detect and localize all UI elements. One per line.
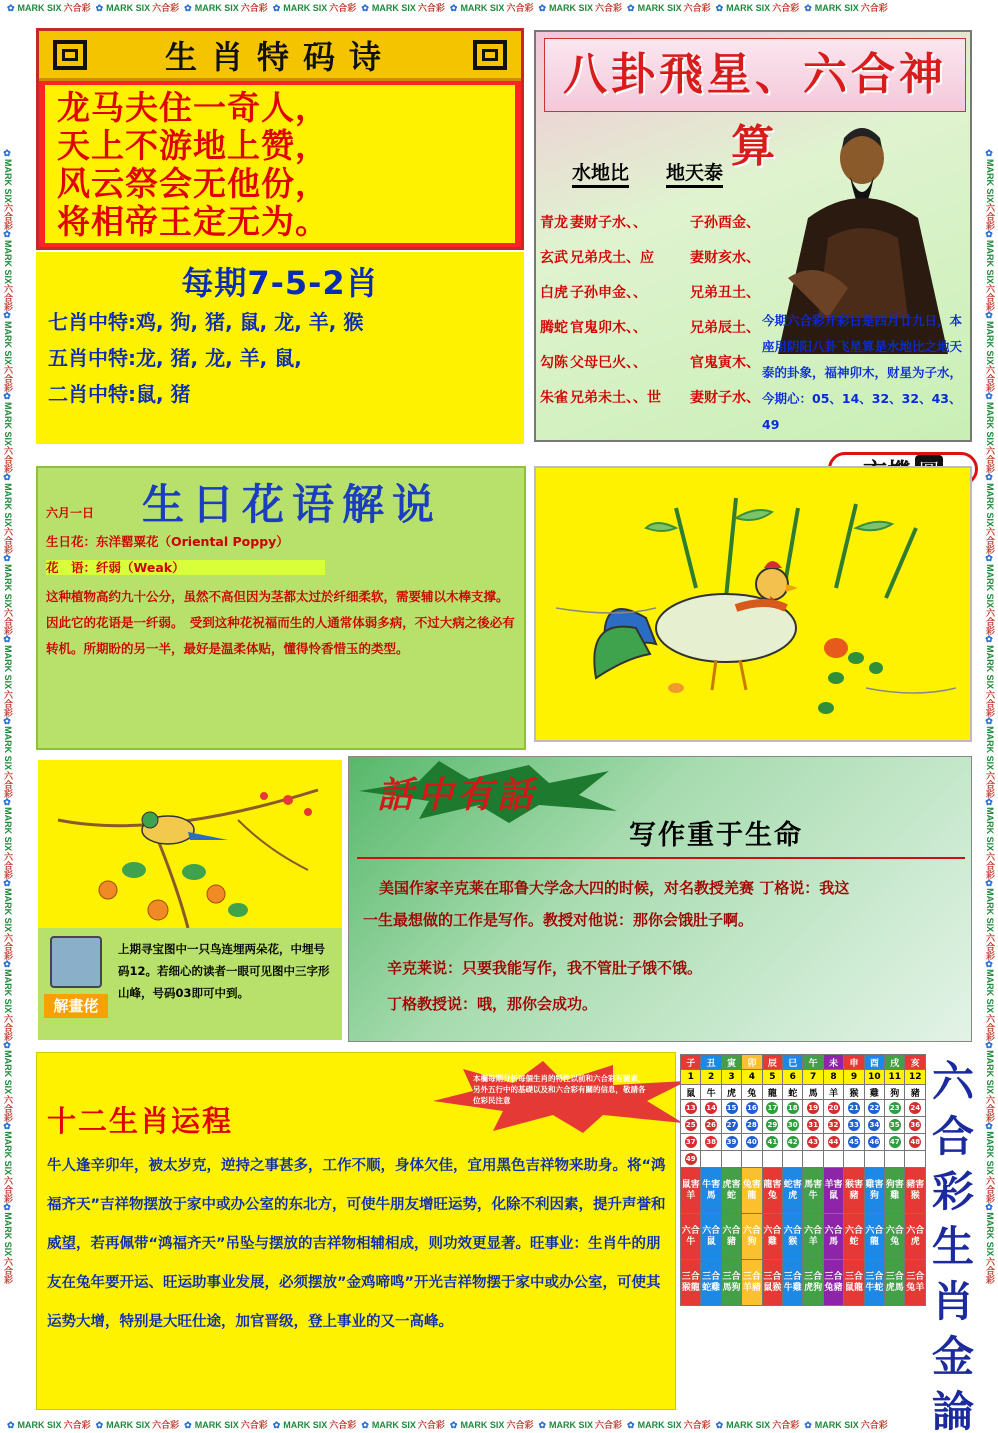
number-ball: 16 <box>747 1104 757 1112</box>
table-cell <box>803 1100 823 1117</box>
table-cell <box>823 1151 843 1168</box>
table-cell: 11 <box>885 1070 905 1085</box>
table-cell: 三合牛蛇 <box>864 1260 884 1306</box>
number-ball: 31 <box>808 1121 819 1129</box>
table-cell: 三合虎馬 <box>885 1260 905 1306</box>
table-cell: 未 <box>823 1055 843 1070</box>
number-ball: 37 <box>685 1138 696 1146</box>
period-heading: 每期7-5-2肖 <box>181 264 379 302</box>
divider <box>357 857 965 859</box>
table-cell <box>742 1117 762 1134</box>
flower-name: 生日花：东洋罂粟花（Oriental Poppy） <box>46 534 289 549</box>
bottom-border: ✿ MARK SIX 六合彩 ✿ MARK SIX 六合彩 ✿ MARK SIX 六合彩 ✿ MARK SIX 六合彩 ✿ MARK SIX 六合彩 ✿ MARK SIX 六合彩 ✿ MARK SIX 六合彩 ✿ MARK SIX 六合彩 ✿ MARK SIX 六合彩 ✿ MARK SIX 六合彩 <box>7 1420 888 1430</box>
table-cell <box>844 1117 864 1134</box>
table-cell <box>701 1100 721 1117</box>
table-cell: 六合馬 <box>823 1214 843 1260</box>
table-cell: 三合虎狗 <box>803 1260 823 1306</box>
table-cell: 寅 <box>721 1055 741 1070</box>
number-ball: 40 <box>747 1138 757 1146</box>
table-cell: 六合狗 <box>742 1214 762 1260</box>
table-cell: 蛇 <box>783 1085 803 1100</box>
table-cell: 六合猴 <box>783 1214 803 1260</box>
number-ball: 29 <box>767 1121 778 1129</box>
number-ball: 43 <box>808 1138 819 1146</box>
number-ball: 19 <box>808 1104 819 1112</box>
table-cell: 馬 <box>803 1085 823 1100</box>
poem-body <box>45 85 515 243</box>
bagua-row: 勾陈 父母巳火、、 官鬼寅木、 <box>540 354 760 371</box>
table-cell <box>905 1134 926 1151</box>
frame-icon <box>473 40 507 70</box>
number-ball: 41 <box>767 1138 778 1146</box>
table-cell: 六合蛇 <box>844 1214 864 1260</box>
pick-line: 七肖中特:鸡, 狗, 猪, 鼠, 龙, 羊, 猴 <box>48 310 364 334</box>
table-cell <box>701 1151 721 1168</box>
table-cell: 猴害豬 <box>844 1168 864 1214</box>
table-cell <box>783 1134 803 1151</box>
story-paragraph: 美国作家辛克莱在耶鲁大学念大四的时候，对名教授羌赛 丁格说：我这 <box>379 879 850 897</box>
table-cell: 7 <box>803 1070 823 1085</box>
table-cell <box>864 1117 884 1134</box>
table-cell <box>885 1117 905 1134</box>
poem-line: 将相帝王定无为。 <box>57 202 329 241</box>
table-cell: 辰 <box>762 1055 782 1070</box>
number-ball: 23 <box>889 1104 900 1112</box>
number-ball: 21 <box>849 1104 859 1112</box>
table-cell: 虎 <box>721 1085 741 1100</box>
table-cell <box>762 1151 782 1168</box>
number-ball: 39 <box>726 1138 737 1146</box>
table-cell <box>885 1151 905 1168</box>
number-ball: 13 <box>685 1104 696 1112</box>
table-cell: 6 <box>783 1070 803 1085</box>
number-ball: 32 <box>828 1121 839 1129</box>
number-ball: 36 <box>910 1121 921 1129</box>
table-cell <box>803 1117 823 1134</box>
table-cell: 龍 <box>762 1085 782 1100</box>
table-cell <box>783 1117 803 1134</box>
table-cell: 羊害鼠 <box>823 1168 843 1214</box>
number-ball: 33 <box>849 1121 859 1129</box>
zodiac-fortune-panel <box>36 1052 676 1410</box>
birthday-flower-panel <box>36 466 526 750</box>
number-ball: 34 <box>869 1121 880 1129</box>
table-cell: 六合牛 <box>681 1214 701 1260</box>
table-cell <box>721 1100 741 1117</box>
table-cell: 兔 <box>742 1085 762 1100</box>
title-char: 彩 <box>931 1167 974 1216</box>
table-cell <box>742 1151 762 1168</box>
number-ball: 44 <box>828 1138 839 1146</box>
bagua-row: 腾蛇 官鬼卯木、、 兄弟辰土、 <box>540 319 760 336</box>
table-cell: 鼠害羊 <box>681 1168 701 1214</box>
table-cell <box>762 1117 782 1134</box>
hint-text: 上期寻宝图中一只鸟连埋两朵花，中埋号码12。若细心的读者一眼可见图中三字形山峰，号码03即可中到。 <box>118 942 330 1000</box>
table-cell: 雞 <box>864 1085 884 1100</box>
bagua-row: 青龙 妻财子水、、 子孙酉金、 <box>540 214 760 231</box>
fortune-text: 牛人逢辛卯年，被太岁克，逆持之事甚多，工作不顺，身体欠佳，宜用黑色吉祥物来助身。将“鸿福齐天”吉祥物摆放于家中或办公室的东北方，可使牛朋友增旺运势，化除不利因素，提升声誉和威望，若再佩带“鸿福齐天”吊坠与摆放的吉祥物相辅相成，则功效更显著。旺事业：生肖牛的朋友在兔年要开运、旺运助事业发展，必须摆放”金鸡啼鸣”开光吉祥物摆于家中或办公室，可使其运势大增，特别是大旺仕途，加官晋级，登上事业的又一高峰。 <box>47 1158 666 1330</box>
table-cell <box>681 1151 701 1168</box>
poem-header <box>39 31 521 81</box>
table-cell <box>762 1134 782 1151</box>
table-cell <box>681 1117 701 1134</box>
table-cell <box>721 1134 741 1151</box>
number-ball: 18 <box>787 1104 798 1112</box>
poem-title: 生肖特码诗 <box>164 37 395 76</box>
table-cell <box>844 1151 864 1168</box>
period-picks-panel <box>36 252 524 444</box>
story-paragraph: 辛克莱说：只要我能写作，我不管肚子饿不饿。 <box>387 959 703 977</box>
number-ball: 28 <box>747 1121 757 1129</box>
table-cell <box>864 1134 884 1151</box>
number-ball: 30 <box>787 1121 798 1129</box>
number-ball: 27 <box>726 1121 737 1129</box>
table-cell: 三合兔豬 <box>823 1260 843 1306</box>
table-cell: 龍害兔 <box>762 1168 782 1214</box>
number-ball: 46 <box>869 1138 880 1146</box>
table-cell: 六合豬 <box>721 1214 741 1260</box>
flower-meaning: 花 语：纤弱（Weak） <box>46 558 325 576</box>
table-cell: 卯 <box>742 1055 762 1070</box>
bagua-rows <box>540 204 780 414</box>
number-ball: 20 <box>828 1104 839 1112</box>
title-char: 金 <box>931 1332 974 1381</box>
zodiac-number-table <box>680 1054 926 1410</box>
number-ball: 47 <box>889 1138 900 1146</box>
table-cell <box>885 1134 905 1151</box>
number-ball: 38 <box>706 1138 716 1146</box>
table-cell: 三合牛雞 <box>783 1260 803 1306</box>
frame-icon <box>53 40 87 70</box>
table-cell: 牛害馬 <box>701 1168 721 1214</box>
table-cell: 三合鼠猴 <box>762 1260 782 1306</box>
number-ball: 42 <box>787 1138 798 1146</box>
number-ball: 15 <box>726 1104 737 1112</box>
flower-paragraph: 这种植物高约九十公分，虽然不高但因为茎都太过於纤细柔软，需要辅以木棒支撑。因此它的花语是一纤弱。 受到这种花祝福而生的人通常体弱多病，不过大病之後必有转机。所期盼的另一半，最好是温柔体贴，懂得怜香惜玉的类型。 <box>46 589 515 656</box>
table-cell: 羊 <box>823 1085 843 1100</box>
flower-title: 生日花语解说 <box>142 480 443 529</box>
table-cell: 兔害龍 <box>742 1168 762 1214</box>
poem-line: 龙马夫住一奇人， <box>57 88 329 127</box>
table-cell <box>701 1117 721 1134</box>
table-cell: 子 <box>681 1055 701 1070</box>
rooster-illustration <box>534 466 972 742</box>
table-cell <box>864 1100 884 1117</box>
table-cell: 六合兔 <box>885 1214 905 1260</box>
table-cell <box>905 1117 926 1134</box>
poem-line: 风云祭会无他份， <box>57 164 329 203</box>
table-cell: 申 <box>844 1055 864 1070</box>
bagua-row: 白虎 子孙申金、、 兄弟丑土、 <box>540 284 760 301</box>
bagua-row: 玄武 兄弟戌土、应 妻财亥水、 <box>540 249 760 266</box>
table-cell: 三合羊豬 <box>742 1260 762 1306</box>
table-cell: 2 <box>701 1070 721 1085</box>
table-cell: 牛 <box>701 1085 721 1100</box>
left-border: ✿MARK SIX六合彩✿MARK SIX六合彩✿MARK SIX六合彩✿MARK SIX六合彩✿MARK SIX六合彩✿MARK SIX六合彩✿MARK SIX六合彩✿MARK SIX六合彩✿MARK SIX六合彩✿MARK SIX六合彩✿MARK SIX六合彩✿MARK SIX六合彩✿MARK SIX六合彩✿MARK SIX六合彩 <box>3 149 13 1284</box>
table-cell <box>803 1134 823 1151</box>
number-ball: 48 <box>910 1138 921 1146</box>
bagua-title: 八卦飛星、六合神算 <box>544 38 966 112</box>
table-cell: 亥 <box>905 1055 926 1070</box>
table-cell <box>762 1100 782 1117</box>
table-cell: 六合鼠 <box>701 1214 721 1260</box>
table-cell <box>721 1151 741 1168</box>
zodiac-table-title <box>928 1054 978 1433</box>
fortune-title: 十二生肖运程 <box>47 1104 234 1138</box>
bagua-panel <box>534 30 972 442</box>
table-cell: 狗害雞 <box>885 1168 905 1214</box>
table-cell: 虎害蛇 <box>721 1168 741 1214</box>
number-ball: 22 <box>869 1104 880 1112</box>
table-cell <box>864 1151 884 1168</box>
table-cell: 蛇害虎 <box>783 1168 803 1214</box>
table-cell <box>844 1100 864 1117</box>
number-ball: 24 <box>910 1104 921 1112</box>
title-char: 生 <box>931 1222 974 1271</box>
table-cell: 巳 <box>783 1055 803 1070</box>
table-cell: 狗 <box>885 1085 905 1100</box>
hexagram-label: 地天泰 <box>666 158 723 188</box>
top-border: ✿ MARK SIX 六合彩 ✿ MARK SIX 六合彩 ✿ MARK SIX 六合彩 ✿ MARK SIX 六合彩 ✿ MARK SIX 六合彩 ✿ MARK SIX 六合彩 ✿ MARK SIX 六合彩 ✿ MARK SIX 六合彩 ✿ MARK SIX 六合彩 ✿ MARK SIX 六合彩 <box>7 3 888 13</box>
story-title: 写作重于生命 <box>629 820 803 851</box>
table-cell: 9 <box>844 1070 864 1085</box>
table-cell: 豬害猴 <box>905 1168 926 1214</box>
table-cell: 午 <box>803 1055 823 1070</box>
table-cell: 三合馬狗 <box>721 1260 741 1306</box>
table-cell: 5 <box>762 1070 782 1085</box>
table-cell: 4 <box>742 1070 762 1085</box>
table-cell: 三合蛇雞 <box>701 1260 721 1306</box>
table-cell <box>905 1151 926 1168</box>
flower-date: 六月一日 <box>46 506 95 520</box>
last-puzzle-hint <box>38 928 342 1040</box>
table-cell <box>742 1134 762 1151</box>
spacer <box>36 444 576 466</box>
table-cell <box>885 1100 905 1117</box>
table-cell <box>681 1100 701 1117</box>
number-ball: 14 <box>706 1104 716 1112</box>
table-cell: 六合龍 <box>864 1214 884 1260</box>
right-border: ✿MARK SIX六合彩✿MARK SIX六合彩✿MARK SIX六合彩✿MARK SIX六合彩✿MARK SIX六合彩✿MARK SIX六合彩✿MARK SIX六合彩✿MARK SIX六合彩✿MARK SIX六合彩✿MARK SIX六合彩✿MARK SIX六合彩✿MARK SIX六合彩✿MARK SIX六合彩✿MARK SIX六合彩 <box>985 149 995 1284</box>
title-char: 六 <box>931 1057 974 1106</box>
table-cell: 12 <box>905 1070 926 1085</box>
title-char: 論 <box>931 1387 974 1433</box>
bird-illustration <box>38 760 342 928</box>
bagua-row: 朱雀 兄弟未土、、世 妻财子水、 <box>540 389 760 406</box>
number-ball: 35 <box>889 1121 900 1129</box>
column-note: 本欄每期分析每個生肖的特性以前和六合彩有關素，另外五行中的基礎以及和六合彩有關的信息，敬請各位彩民注意 <box>473 1074 646 1105</box>
table-cell <box>823 1117 843 1134</box>
pick-line: 二肖中特:鼠, 猪 <box>48 382 191 406</box>
picture-solver-logo: 解畫佬 <box>44 936 108 1024</box>
table-cell: 酉 <box>864 1055 884 1070</box>
table-cell: 馬害牛 <box>803 1168 823 1214</box>
number-ball: 25 <box>685 1121 696 1129</box>
table-cell <box>783 1100 803 1117</box>
zodiac-poem-panel <box>36 28 524 250</box>
table-cell: 雞害狗 <box>864 1168 884 1214</box>
table-cell: 戌 <box>885 1055 905 1070</box>
number-ball: 45 <box>849 1138 859 1146</box>
title-char: 合 <box>931 1112 974 1161</box>
table-cell: 豬 <box>905 1085 926 1100</box>
table-cell <box>681 1134 701 1151</box>
table-cell: 六合羊 <box>803 1214 823 1260</box>
table-cell: 3 <box>721 1070 741 1085</box>
table-cell: 10 <box>864 1070 884 1085</box>
table-cell <box>721 1117 741 1134</box>
story-panel <box>348 756 972 1042</box>
hexagram-label: 水地比 <box>572 158 629 188</box>
table-cell: 三合鼠龍 <box>844 1260 864 1306</box>
table-cell: 三合兔羊 <box>905 1260 926 1306</box>
number-ball: 26 <box>706 1121 716 1129</box>
table-cell <box>783 1151 803 1168</box>
bagua-note: 今期六合彩开彩日是四月廿九日，本座用阴阳八卦飞星算是水地比之地天泰的卦象，福神卯木，财星为子水，今期心：05、14、32、32、43、49 <box>762 313 963 432</box>
table-cell: 丑 <box>701 1055 721 1070</box>
story-paragraph: 丁格教授说：哦，那你会成功。 <box>387 995 598 1013</box>
title-char: 肖 <box>931 1277 974 1326</box>
table-cell <box>844 1134 864 1151</box>
table-cell <box>701 1134 721 1151</box>
story-banner: 話中有話 <box>377 774 538 816</box>
table-cell: 三合猴龍 <box>681 1260 701 1306</box>
table-cell: 六合虎 <box>905 1214 926 1260</box>
table-cell <box>905 1100 926 1117</box>
table-cell <box>823 1134 843 1151</box>
table-cell: 六合雞 <box>762 1214 782 1260</box>
pick-line: 五肖中特:龙, 猪, 龙, 羊, 鼠, <box>48 346 302 370</box>
table-cell <box>823 1100 843 1117</box>
scroll-icon <box>50 936 102 988</box>
poem-line: 天上不游地上赞， <box>57 126 329 165</box>
number-ball: 17 <box>767 1104 778 1112</box>
table-cell: 8 <box>823 1070 843 1085</box>
story-paragraph: 一生最想做的工作是写作。教授对他说：那你会饿肚子啊。 <box>363 911 754 929</box>
table-cell: 鼠 <box>681 1085 701 1100</box>
table-cell <box>803 1151 823 1168</box>
table-cell: 1 <box>681 1070 701 1085</box>
number-ball: 49 <box>685 1155 696 1163</box>
table-cell <box>742 1100 762 1117</box>
table-cell: 猴 <box>844 1085 864 1100</box>
